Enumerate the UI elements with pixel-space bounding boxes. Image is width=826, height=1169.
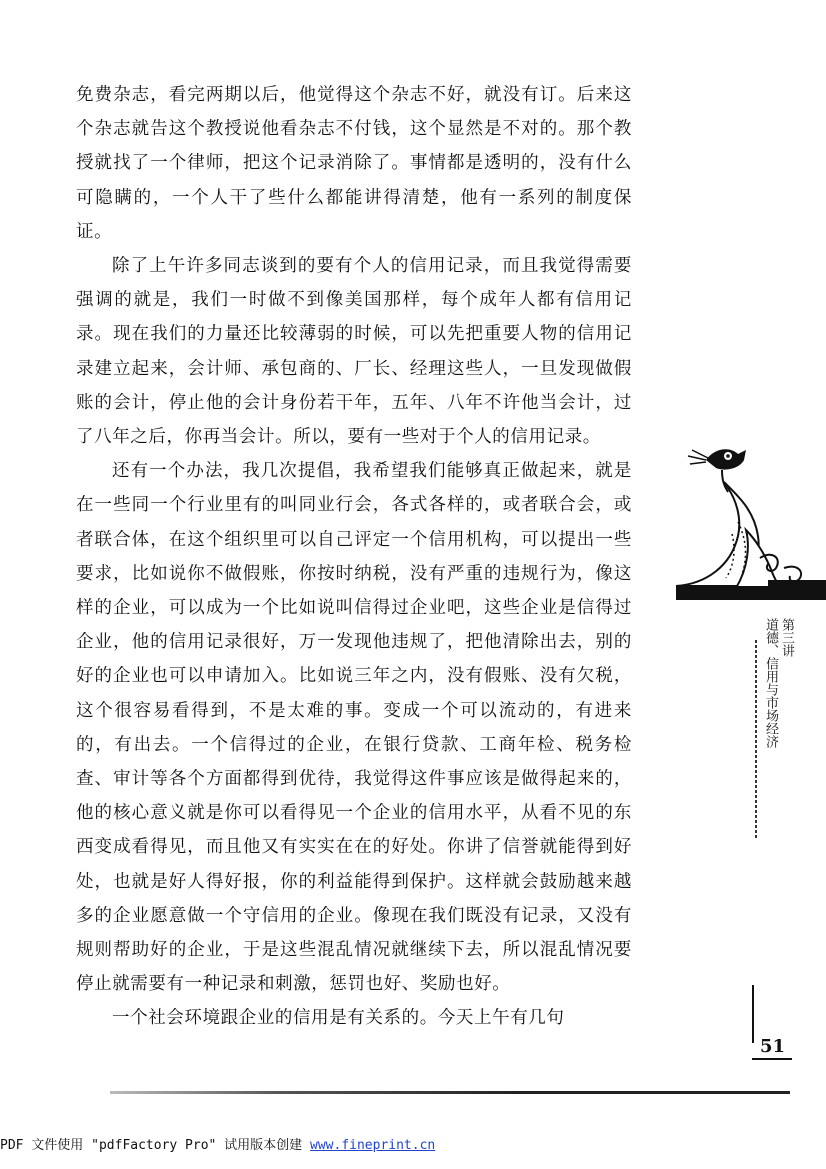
chapter-label: 第三讲 xyxy=(779,618,794,657)
chapter-emblem-icon xyxy=(676,438,826,598)
pdf-footer xyxy=(0,1134,435,1153)
chapter-band xyxy=(676,586,826,600)
page-number-rule xyxy=(752,985,754,1043)
body-text xyxy=(76,78,632,1036)
paragraph-3: 还有一个办法，我几次提倡，我希望我们能够真正做起来，就是在一些同一个行业里有的叫同业行会，各式各样的，或者联合会，或者联合体，在这个组织里可以自己评定一个信用机构，可以提出一些要求，比如说你不做假账，你按时纳税，没有严重的违规行为，像这样的企业，可以成为一个比如说叫信得过企业吧，这些企业是信得过企业，他的信用记录很好，万一发现他违规了，把他清除出去，别的好的企业也可以申请加入。比如说三年之内，没有假账、没有欠税，这个很容易看得到，不是太难的事。变成一个可以流动的，有进来的，有出去。一个信得过的企业，在银行贷款、工商年检、税务检查、审计等各个方面都得到优待，我觉得这件事应该是做得起来的，他的核心意义就是你可以看得见一个企业的信用水平，从看不见的东西变成看得见，而且他又有实实在在的好处。你讲了信誉就能得到好处，也就是好人得好报，你的利益能得到保护。这样就会鼓励越来越多的企业愿意做一个守信用的企业。像现在我们既没有记录，又没有规则帮助好的企业，于是这些混乱情况就继续下去，所以混乱情况要停止就需要有一种记录和刺激，惩罚也好、奖励也好。 xyxy=(76,461,632,995)
chapter-title: 道德、信用与市场经济 xyxy=(763,618,778,748)
side-divider xyxy=(755,640,757,840)
page-number: 51 xyxy=(760,1036,786,1057)
footer-text: PDF 文件使用 "pdfFactory Pro" 试用版本创建 xyxy=(0,1138,311,1153)
paragraph-4: 一个社会环境跟企业的信用是有关系的。今天上午有几句 xyxy=(112,1008,565,1029)
paragraph-1: 免费杂志，看完两期以后，他觉得这个杂志不好，就没有订。后来这个杂志就告这个教授说他看杂志不付钱，这个显然是不对的。那个教授就找了一个律师，把这个记录消除了。事情都是透明的，没有什么可隐瞒的，一个人干了些什么都能讲得清楚，他有一系列的制度保证。 xyxy=(76,85,632,242)
footer-link[interactable]: www.fineprint.cn xyxy=(310,1138,436,1153)
running-header xyxy=(762,618,794,748)
page-number-underline xyxy=(752,1058,792,1060)
scan-edge-line xyxy=(110,1091,790,1094)
paragraph-2: 除了上午许多同志谈到的要有个人的信用记录，而且我觉得需要强调的就是，我们一时做不到像美国那样，每个成年人都有信用记录。现在我们的力量还比较薄弱的时候，可以先把重要人物的信用记录建立起来，会计师、承包商的、厂长、经理这些人，一旦发现做假账的会计，停止他的会计身份若干年，五年、八年不许他当会计，过了八年之后，你再当会计。所以，要有一些对于个人的信用记录。 xyxy=(76,256,632,448)
